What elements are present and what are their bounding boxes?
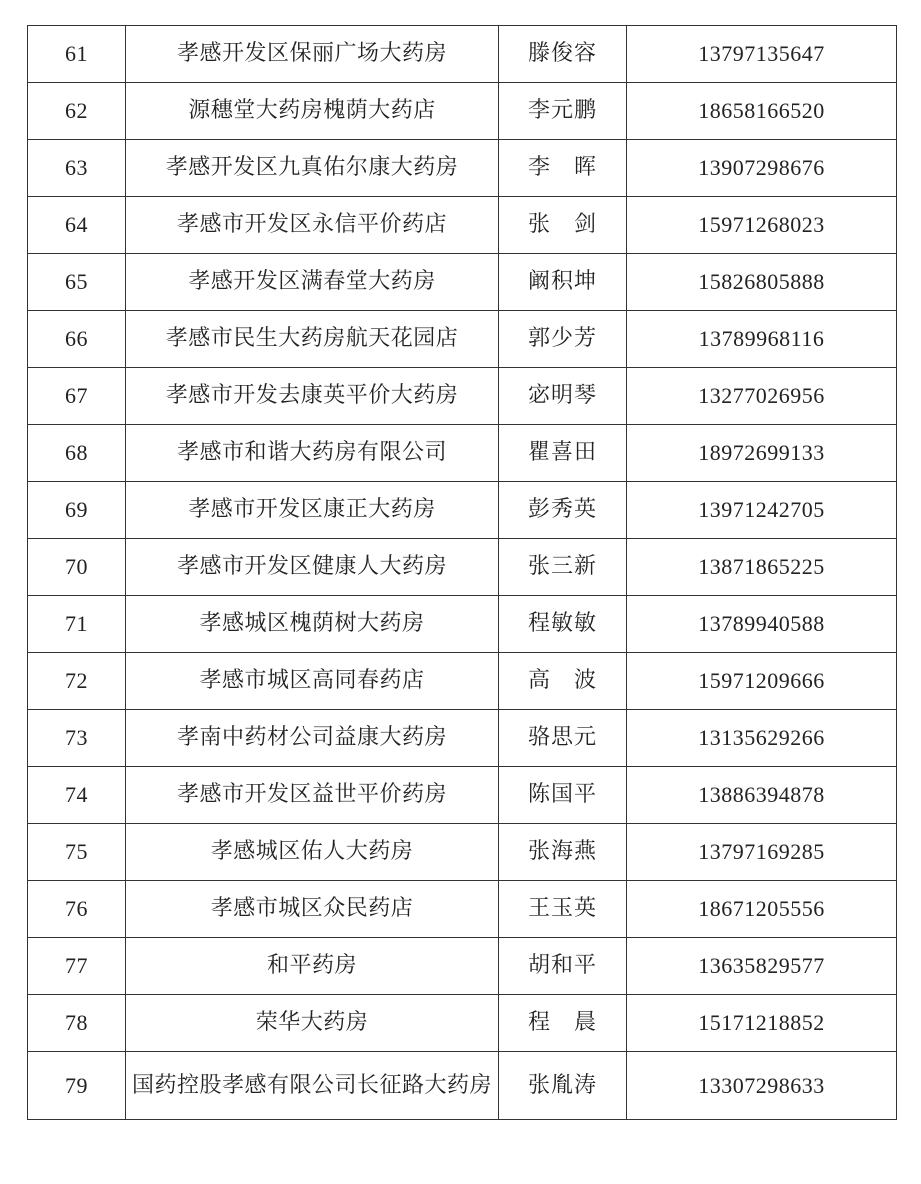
contact-person: 彭秀英 <box>499 482 627 539</box>
phone-number: 13907298676 <box>627 140 897 197</box>
pharmacy-name: 孝感市开发区永信平价药店 <box>126 197 499 254</box>
pharmacy-name: 国药控股孝感有限公司长征路大药房 <box>126 1052 499 1120</box>
contact-person: 瞿喜田 <box>499 425 627 482</box>
pharmacy-table <box>27 25 897 1120</box>
contact-person: 骆思元 <box>499 710 627 767</box>
pharmacy-name: 荣华大药房 <box>126 995 499 1052</box>
pharmacy-name: 孝感市开发去康英平价大药房 <box>126 368 499 425</box>
phone-number: 13797135647 <box>627 26 897 83</box>
table-row <box>28 425 897 482</box>
row-number: 79 <box>28 1052 126 1120</box>
row-number: 73 <box>28 710 126 767</box>
phone-number: 13307298633 <box>627 1052 897 1120</box>
pharmacy-name: 孝南中药材公司益康大药房 <box>126 710 499 767</box>
row-number: 66 <box>28 311 126 368</box>
contact-person: 滕俊容 <box>499 26 627 83</box>
row-number: 63 <box>28 140 126 197</box>
row-number: 67 <box>28 368 126 425</box>
contact-person: 张海燕 <box>499 824 627 881</box>
phone-number: 15826805888 <box>627 254 897 311</box>
phone-number: 15971268023 <box>627 197 897 254</box>
table-row <box>28 83 897 140</box>
phone-number: 13789940588 <box>627 596 897 653</box>
contact-person: 阚积坤 <box>499 254 627 311</box>
contact-person: 李元鹏 <box>499 83 627 140</box>
row-number: 65 <box>28 254 126 311</box>
phone-number: 13135629266 <box>627 710 897 767</box>
row-number: 76 <box>28 881 126 938</box>
phone-number: 15171218852 <box>627 995 897 1052</box>
pharmacy-name: 孝感市城区众民药店 <box>126 881 499 938</box>
table-row <box>28 881 897 938</box>
table-row <box>28 767 897 824</box>
pharmacy-name: 孝感开发区保丽广场大药房 <box>126 26 499 83</box>
row-number: 74 <box>28 767 126 824</box>
table-row <box>28 710 897 767</box>
pharmacy-name: 孝感市开发区康正大药房 <box>126 482 499 539</box>
contact-person: 张胤涛 <box>499 1052 627 1120</box>
row-number: 71 <box>28 596 126 653</box>
pharmacy-name: 孝感市开发区健康人大药房 <box>126 539 499 596</box>
table-row <box>28 254 897 311</box>
pharmacy-name: 孝感城区槐荫树大药房 <box>126 596 499 653</box>
contact-person: 宓明琴 <box>499 368 627 425</box>
contact-person: 王玉英 <box>499 881 627 938</box>
contact-person: 胡和平 <box>499 938 627 995</box>
table-row <box>28 938 897 995</box>
phone-number: 13971242705 <box>627 482 897 539</box>
phone-number: 13797169285 <box>627 824 897 881</box>
row-number: 77 <box>28 938 126 995</box>
pharmacy-name: 孝感市民生大药房航天花园店 <box>126 311 499 368</box>
phone-number: 13871865225 <box>627 539 897 596</box>
contact-person: 陈国平 <box>499 767 627 824</box>
phone-number: 13886394878 <box>627 767 897 824</box>
row-number: 61 <box>28 26 126 83</box>
table-row <box>28 596 897 653</box>
row-number: 70 <box>28 539 126 596</box>
contact-person: 程 晨 <box>499 995 627 1052</box>
pharmacy-name: 孝感开发区满春堂大药房 <box>126 254 499 311</box>
phone-number: 18658166520 <box>627 83 897 140</box>
contact-person: 郭少芳 <box>499 311 627 368</box>
pharmacy-name: 孝感市开发区益世平价药房 <box>126 767 499 824</box>
pharmacy-name: 源穗堂大药房槐荫大药店 <box>126 83 499 140</box>
contact-person: 张 剑 <box>499 197 627 254</box>
phone-number: 18671205556 <box>627 881 897 938</box>
row-number: 72 <box>28 653 126 710</box>
table-row <box>28 824 897 881</box>
table-row <box>28 482 897 539</box>
pharmacy-name: 孝感市城区高同春药店 <box>126 653 499 710</box>
row-number: 64 <box>28 197 126 254</box>
table-row <box>28 653 897 710</box>
phone-number: 13789968116 <box>627 311 897 368</box>
table-row <box>28 197 897 254</box>
row-number: 69 <box>28 482 126 539</box>
contact-person: 李 晖 <box>499 140 627 197</box>
row-number: 75 <box>28 824 126 881</box>
contact-person: 高 波 <box>499 653 627 710</box>
pharmacy-name: 孝感市和谐大药房有限公司 <box>126 425 499 482</box>
table-row <box>28 26 897 83</box>
row-number: 68 <box>28 425 126 482</box>
phone-number: 13635829577 <box>627 938 897 995</box>
table-row <box>28 995 897 1052</box>
phone-number: 18972699133 <box>627 425 897 482</box>
contact-person: 张三新 <box>499 539 627 596</box>
phone-number: 15971209666 <box>627 653 897 710</box>
contact-person: 程敏敏 <box>499 596 627 653</box>
phone-number: 13277026956 <box>627 368 897 425</box>
table-row <box>28 539 897 596</box>
row-number: 78 <box>28 995 126 1052</box>
table-row <box>28 368 897 425</box>
pharmacy-name: 孝感城区佑人大药房 <box>126 824 499 881</box>
table-row <box>28 140 897 197</box>
row-number: 62 <box>28 83 126 140</box>
pharmacy-name: 和平药房 <box>126 938 499 995</box>
table-row <box>28 1052 897 1120</box>
table-row <box>28 311 897 368</box>
pharmacy-name: 孝感开发区九真佑尔康大药房 <box>126 140 499 197</box>
